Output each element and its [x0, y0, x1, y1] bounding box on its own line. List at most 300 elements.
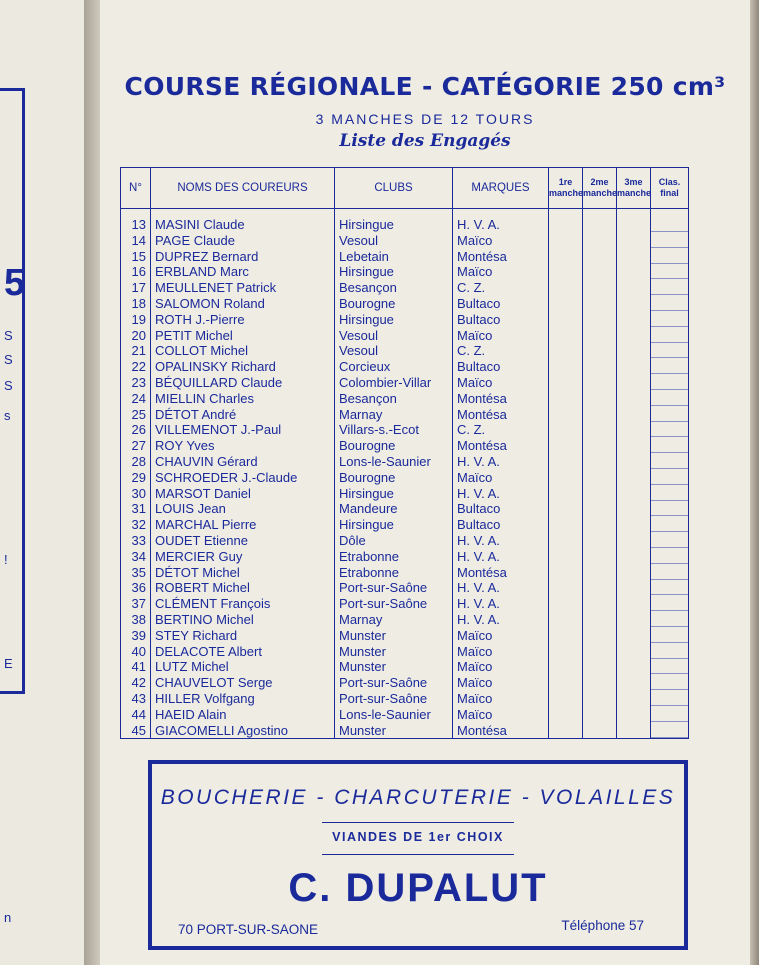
page-edge	[750, 0, 759, 965]
heat-2-result	[583, 612, 617, 628]
table-row	[121, 675, 689, 691]
rider-name: MARSOT Daniel	[151, 486, 335, 502]
heat-3-result	[617, 407, 651, 423]
rider-brand: Maïco	[453, 628, 549, 644]
heat-2-result	[583, 422, 617, 438]
left-fragment-text: !	[4, 552, 8, 567]
heat-2-result	[583, 675, 617, 691]
heat-1-result	[549, 612, 583, 628]
rider-club: Besançon	[335, 280, 453, 296]
heat-3-result	[617, 644, 651, 660]
table-row	[121, 501, 689, 517]
heat-1-result	[549, 675, 583, 691]
table-row	[121, 565, 689, 581]
rider-brand: H. V. A.	[453, 217, 549, 233]
col-header-name: NOMS DES COUREURS	[151, 168, 335, 209]
rider-brand: C. Z.	[453, 280, 549, 296]
advert-phone: Téléphone 57	[561, 918, 644, 933]
rider-brand: Maïco	[453, 644, 549, 660]
rider-number: 28	[121, 454, 151, 470]
table-row	[121, 517, 689, 533]
spacer-cell	[583, 209, 617, 218]
advert-rule-bottom	[322, 854, 514, 855]
heat-1-result	[549, 470, 583, 486]
rider-brand: Bultaco	[453, 501, 549, 517]
final-ranking	[651, 296, 689, 312]
rider-number: 26	[121, 422, 151, 438]
rider-club: Lebetain	[335, 249, 453, 265]
heat-3-result	[617, 580, 651, 596]
final-ranking	[651, 328, 689, 344]
heat-2-result	[583, 375, 617, 391]
heat-1-result	[549, 217, 583, 233]
rider-name: SCHROEDER J.-Claude	[151, 470, 335, 486]
table-row	[121, 422, 689, 438]
heat-3-result	[617, 723, 651, 739]
final-ranking	[651, 549, 689, 565]
heat-1-result	[549, 644, 583, 660]
rider-name: MASINI Claude	[151, 217, 335, 233]
rider-brand: H. V. A.	[453, 596, 549, 612]
heat-2-result	[583, 217, 617, 233]
col-header-heat-1: 1re manche	[549, 168, 583, 209]
heat-1-result	[549, 659, 583, 675]
rider-brand: Maïco	[453, 264, 549, 280]
rider-name: DÉTOT Michel	[151, 565, 335, 581]
heat-2-result	[583, 628, 617, 644]
final-ranking	[651, 517, 689, 533]
rider-name: COLLOT Michel	[151, 343, 335, 359]
final-ranking	[651, 691, 689, 707]
left-fragment-text: S	[4, 352, 13, 367]
rider-brand: C. Z.	[453, 343, 549, 359]
rider-name: MERCIER Guy	[151, 549, 335, 565]
rider-name: MIELLIN Charles	[151, 391, 335, 407]
rider-number: 23	[121, 375, 151, 391]
rider-number: 34	[121, 549, 151, 565]
final-ranking	[651, 375, 689, 391]
table-row	[121, 407, 689, 423]
heat-3-result	[617, 422, 651, 438]
table-row	[121, 628, 689, 644]
rider-number: 35	[121, 565, 151, 581]
heat-3-result	[617, 517, 651, 533]
table-row	[121, 343, 689, 359]
rider-brand: Maïco	[453, 691, 549, 707]
left-fragment-text: E	[4, 656, 13, 671]
entries-table	[120, 167, 689, 739]
heat-1-result	[549, 691, 583, 707]
final-ranking	[651, 659, 689, 675]
final-ranking	[651, 501, 689, 517]
rider-name: DUPREZ Bernard	[151, 249, 335, 265]
rider-number: 31	[121, 501, 151, 517]
col-header-number: N°	[121, 168, 151, 209]
rider-club: Besançon	[335, 391, 453, 407]
heat-1-result	[549, 296, 583, 312]
table-row	[121, 454, 689, 470]
rider-brand: Bultaco	[453, 359, 549, 375]
rider-club: Vesoul	[335, 328, 453, 344]
heat-1-result	[549, 375, 583, 391]
left-fragment-text: S	[4, 328, 13, 343]
heat-3-result	[617, 280, 651, 296]
heat-1-result	[549, 628, 583, 644]
rider-brand: H. V. A.	[453, 580, 549, 596]
rider-number: 19	[121, 312, 151, 328]
rider-name: BÉQUILLARD Claude	[151, 375, 335, 391]
heat-3-result	[617, 596, 651, 612]
rider-brand: H. V. A.	[453, 454, 549, 470]
heat-1-result	[549, 438, 583, 454]
rider-name: CHAUVIN Gérard	[151, 454, 335, 470]
final-ranking	[651, 407, 689, 423]
final-ranking	[651, 486, 689, 502]
rider-brand: H. V. A.	[453, 533, 549, 549]
spacer-cell	[651, 209, 689, 218]
rider-brand: Montésa	[453, 249, 549, 265]
rider-number: 45	[121, 723, 151, 739]
spacer-cell	[617, 209, 651, 218]
heat-1-result	[549, 280, 583, 296]
spacer-cell	[453, 209, 549, 218]
rider-club: Lons-le-Saunier	[335, 707, 453, 723]
left-fragment-text: s	[4, 408, 11, 423]
advert-business-name: C. DUPALUT	[288, 866, 548, 910]
rider-name: CHAUVELOT Serge	[151, 675, 335, 691]
heat-1-result	[549, 596, 583, 612]
rider-club: Port-sur-Saône	[335, 580, 453, 596]
heat-2-result	[583, 644, 617, 660]
heat-2-result	[583, 249, 617, 265]
rider-name: PETIT Michel	[151, 328, 335, 344]
left-fragment-text: n	[4, 910, 12, 925]
heat-1-result	[549, 707, 583, 723]
rider-name: LOUIS Jean	[151, 501, 335, 517]
rider-club: Hirsingue	[335, 312, 453, 328]
final-ranking	[651, 343, 689, 359]
rider-name: OPALINSKY Richard	[151, 359, 335, 375]
final-ranking	[651, 422, 689, 438]
rider-number: 43	[121, 691, 151, 707]
spacer-cell	[121, 209, 151, 218]
rider-brand: Bultaco	[453, 312, 549, 328]
heat-1-result	[549, 454, 583, 470]
heat-1-result	[549, 264, 583, 280]
heat-2-result	[583, 549, 617, 565]
rider-number: 22	[121, 359, 151, 375]
heat-2-result	[583, 533, 617, 549]
rider-name: MARCHAL Pierre	[151, 517, 335, 533]
heat-2-result	[583, 707, 617, 723]
table-row	[121, 280, 689, 296]
table-header-row	[121, 168, 689, 209]
heat-3-result	[617, 675, 651, 691]
advert-address: 70 PORT-SUR-SAONE	[178, 922, 319, 937]
program-page	[100, 0, 750, 965]
heat-1-result	[549, 533, 583, 549]
rider-number: 15	[121, 249, 151, 265]
heat-1-result	[549, 501, 583, 517]
heat-1-result	[549, 580, 583, 596]
rider-brand: H. V. A.	[453, 486, 549, 502]
heat-1-result	[549, 343, 583, 359]
race-format: 3 MANCHES DE 12 TOURS	[315, 111, 535, 127]
rider-name: PAGE Claude	[151, 233, 335, 249]
heat-2-result	[583, 296, 617, 312]
rider-name: DÉTOT André	[151, 407, 335, 423]
rider-club: Vesoul	[335, 343, 453, 359]
rider-club: Bourogne	[335, 470, 453, 486]
rider-club: Lons-le-Saunier	[335, 454, 453, 470]
rider-club: Port-sur-Saône	[335, 596, 453, 612]
heat-1-result	[549, 549, 583, 565]
table-row	[121, 580, 689, 596]
col-header-final-ranking: Clas. final	[651, 168, 689, 209]
heat-1-result	[549, 565, 583, 581]
advert-rule-top	[322, 822, 514, 823]
heat-2-result	[583, 359, 617, 375]
rider-club: Hirsingue	[335, 486, 453, 502]
rider-brand: H. V. A.	[453, 549, 549, 565]
table-row	[121, 391, 689, 407]
final-ranking	[651, 233, 689, 249]
rider-brand: Maïco	[453, 375, 549, 391]
final-ranking	[651, 612, 689, 628]
final-ranking	[651, 470, 689, 486]
heat-3-result	[617, 612, 651, 628]
rider-name: ROTH J.-Pierre	[151, 312, 335, 328]
heat-3-result	[617, 707, 651, 723]
rider-number: 24	[121, 391, 151, 407]
table-row	[121, 233, 689, 249]
heat-2-result	[583, 596, 617, 612]
heat-2-result	[583, 691, 617, 707]
rider-number: 18	[121, 296, 151, 312]
rider-brand: C. Z.	[453, 422, 549, 438]
rider-number: 38	[121, 612, 151, 628]
heat-3-result	[617, 391, 651, 407]
rider-number: 16	[121, 264, 151, 280]
left-fragment-text: 5	[4, 262, 26, 304]
rider-name: ROY Yves	[151, 438, 335, 454]
heat-3-result	[617, 533, 651, 549]
final-ranking	[651, 580, 689, 596]
table-row	[121, 486, 689, 502]
heat-3-result	[617, 375, 651, 391]
rider-name: ERBLAND Marc	[151, 264, 335, 280]
rider-number: 27	[121, 438, 151, 454]
final-ranking	[651, 438, 689, 454]
final-ranking	[651, 707, 689, 723]
heat-2-result	[583, 470, 617, 486]
rider-brand: H. V. A.	[453, 612, 549, 628]
table-row	[121, 549, 689, 565]
heat-2-result	[583, 565, 617, 581]
heat-3-result	[617, 486, 651, 502]
rider-name: VILLEMENOT J.-Paul	[151, 422, 335, 438]
heat-3-result	[617, 628, 651, 644]
rider-club: Munster	[335, 659, 453, 675]
heat-1-result	[549, 517, 583, 533]
heat-2-result	[583, 580, 617, 596]
heat-3-result	[617, 312, 651, 328]
rider-number: 44	[121, 707, 151, 723]
rider-club: Marnay	[335, 407, 453, 423]
final-ranking	[651, 217, 689, 233]
heat-1-result	[549, 723, 583, 739]
table-row	[121, 644, 689, 660]
rider-club: Bourogne	[335, 296, 453, 312]
rider-number: 41	[121, 659, 151, 675]
heat-2-result	[583, 517, 617, 533]
butcher-advert	[148, 760, 688, 950]
table-row	[121, 438, 689, 454]
rider-brand: Maïco	[453, 470, 549, 486]
rider-number: 36	[121, 580, 151, 596]
rider-number: 13	[121, 217, 151, 233]
table-row	[121, 312, 689, 328]
final-ranking	[651, 723, 689, 739]
rider-club: Vesoul	[335, 233, 453, 249]
heat-3-result	[617, 454, 651, 470]
table-row	[121, 596, 689, 612]
rider-name: DELACOTE Albert	[151, 644, 335, 660]
heat-1-result	[549, 312, 583, 328]
final-ranking	[651, 249, 689, 265]
heat-1-result	[549, 359, 583, 375]
heat-1-result	[549, 407, 583, 423]
heat-3-result	[617, 296, 651, 312]
final-ranking	[651, 565, 689, 581]
table-row	[121, 375, 689, 391]
rider-club: Munster	[335, 644, 453, 660]
final-ranking	[651, 628, 689, 644]
heat-1-result	[549, 328, 583, 344]
left-fragment-text: S	[4, 378, 13, 393]
heat-3-result	[617, 501, 651, 517]
heat-3-result	[617, 328, 651, 344]
heat-3-result	[617, 549, 651, 565]
rider-number: 33	[121, 533, 151, 549]
final-ranking	[651, 644, 689, 660]
rider-brand: Bultaco	[453, 517, 549, 533]
heat-2-result	[583, 407, 617, 423]
rider-brand: Maïco	[453, 328, 549, 344]
rider-name: CLÉMENT François	[151, 596, 335, 612]
rider-brand: Bultaco	[453, 296, 549, 312]
heat-1-result	[549, 249, 583, 265]
rider-name: OUDET Etienne	[151, 533, 335, 549]
rider-number: 37	[121, 596, 151, 612]
rider-name: STEY Richard	[151, 628, 335, 644]
heat-3-result	[617, 264, 651, 280]
rider-number: 39	[121, 628, 151, 644]
rider-club: Port-sur-Saône	[335, 675, 453, 691]
final-ranking	[651, 391, 689, 407]
heat-2-result	[583, 280, 617, 296]
rider-number: 40	[121, 644, 151, 660]
rider-brand: Maïco	[453, 707, 549, 723]
rider-name: MEULLENET Patrick	[151, 280, 335, 296]
final-ranking	[651, 312, 689, 328]
rider-number: 32	[121, 517, 151, 533]
table-row	[121, 612, 689, 628]
list-heading: Liste des Engagés	[339, 131, 511, 151]
heat-2-result	[583, 659, 617, 675]
heat-2-result	[583, 501, 617, 517]
table-row	[121, 217, 689, 233]
rider-brand: Maïco	[453, 675, 549, 691]
table-row	[121, 249, 689, 265]
page-title: COURSE RÉGIONALE - CATÉGORIE 250 cm³	[124, 72, 726, 101]
table-row	[121, 723, 689, 739]
heat-3-result	[617, 249, 651, 265]
heat-3-result	[617, 217, 651, 233]
rider-number: 14	[121, 233, 151, 249]
rider-brand: Montésa	[453, 438, 549, 454]
rider-club: Villars-s.-Ecot	[335, 422, 453, 438]
table-row	[121, 533, 689, 549]
rider-club: Hirsingue	[335, 517, 453, 533]
col-header-brand: MARQUES	[453, 168, 549, 209]
rider-club: Colombier-Villar	[335, 375, 453, 391]
table-row	[121, 359, 689, 375]
heat-3-result	[617, 470, 651, 486]
col-header-heat-3: 3me manche	[617, 168, 651, 209]
heat-2-result	[583, 343, 617, 359]
heat-2-result	[583, 312, 617, 328]
rider-club: Munster	[335, 723, 453, 739]
table-row	[121, 470, 689, 486]
rider-name: HILLER Volfgang	[151, 691, 335, 707]
rider-name: GIACOMELLI Agostino	[151, 723, 335, 739]
rider-club: Corcieux	[335, 359, 453, 375]
col-header-club: CLUBS	[335, 168, 453, 209]
final-ranking	[651, 596, 689, 612]
heat-2-result	[583, 454, 617, 470]
heat-1-result	[549, 422, 583, 438]
heat-3-result	[617, 659, 651, 675]
rider-club: Port-sur-Saône	[335, 691, 453, 707]
rider-club: Dôle	[335, 533, 453, 549]
final-ranking	[651, 533, 689, 549]
heat-2-result	[583, 328, 617, 344]
heat-2-result	[583, 723, 617, 739]
final-ranking	[651, 264, 689, 280]
heat-2-result	[583, 438, 617, 454]
rider-brand: Montésa	[453, 723, 549, 739]
heat-3-result	[617, 565, 651, 581]
advert-headline: BOUCHERIE - CHARCUTERIE - VOLAILLES	[160, 786, 676, 809]
rider-name: BERTINO Michel	[151, 612, 335, 628]
spacer-cell	[335, 209, 453, 218]
rider-number: 20	[121, 328, 151, 344]
heat-1-result	[549, 391, 583, 407]
heat-3-result	[617, 343, 651, 359]
final-ranking	[651, 359, 689, 375]
final-ranking	[651, 280, 689, 296]
rider-brand: Maïco	[453, 233, 549, 249]
rider-name: SALOMON Roland	[151, 296, 335, 312]
rider-number: 17	[121, 280, 151, 296]
rider-club: Hirsingue	[335, 264, 453, 280]
heat-3-result	[617, 438, 651, 454]
final-ranking	[651, 454, 689, 470]
heat-2-result	[583, 264, 617, 280]
rider-club: Hirsingue	[335, 217, 453, 233]
heat-3-result	[617, 233, 651, 249]
